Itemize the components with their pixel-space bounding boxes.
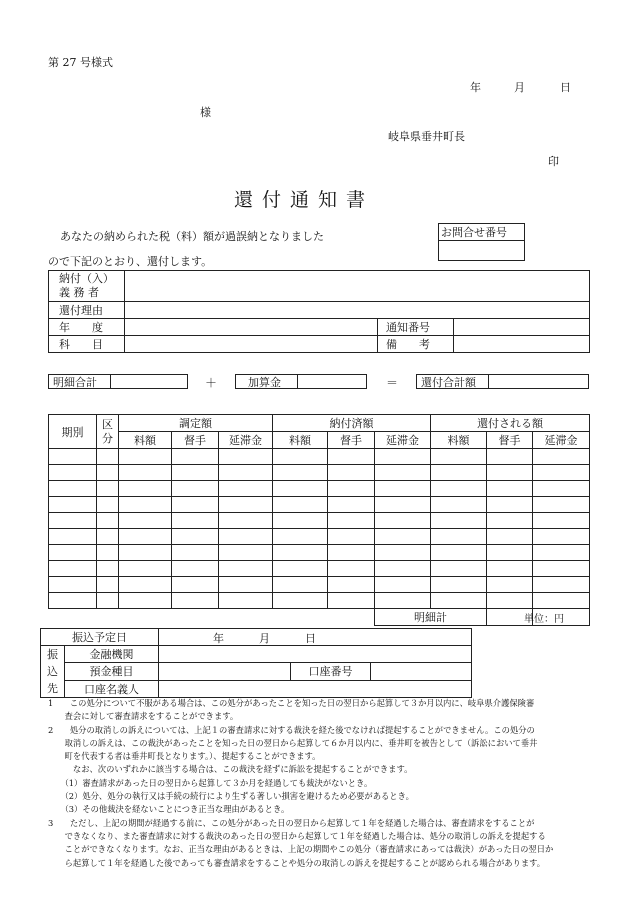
obligor-label bbox=[49, 271, 125, 302]
detail-cell[interactable] bbox=[97, 529, 119, 545]
detail-cell[interactable] bbox=[533, 577, 590, 593]
detail-cell[interactable] bbox=[273, 513, 328, 529]
kubun-header-line2: 分 bbox=[102, 431, 113, 445]
date-day: 日 bbox=[560, 81, 571, 94]
detail-cell[interactable] bbox=[533, 497, 590, 513]
detail-cell[interactable] bbox=[533, 545, 590, 561]
transfer-day: 日 bbox=[305, 632, 316, 645]
note-line: 町を代表する者は垂井町長となります。）、提起することができます。 bbox=[48, 751, 321, 762]
detail-cell[interactable] bbox=[375, 593, 431, 609]
detail-cell[interactable] bbox=[97, 593, 119, 609]
seal-mark: 印 bbox=[548, 155, 559, 168]
paid-dunning-header: 督手 bbox=[328, 432, 375, 449]
detail-cell[interactable] bbox=[487, 545, 533, 561]
info-table bbox=[48, 270, 590, 353]
transfer-side-2: 込 bbox=[47, 665, 58, 678]
deposit-type-value[interactable] bbox=[159, 663, 291, 680]
detail-cell[interactable] bbox=[219, 465, 273, 481]
unit-label: 単位：円 bbox=[524, 614, 564, 625]
detail-cell[interactable] bbox=[119, 465, 172, 481]
detail-cell[interactable] bbox=[119, 497, 172, 513]
detail-cell[interactable] bbox=[219, 545, 273, 561]
detail-cell[interactable] bbox=[431, 481, 487, 497]
assessed-fee-header: 料額 bbox=[119, 432, 172, 449]
paid-fee-header: 料額 bbox=[273, 432, 328, 449]
note-line: 3 ただし、上記の期間が経過する前に、この処分があった日の翌日から起算して１年を経過した場合は、審査請求をすることが bbox=[48, 817, 535, 828]
kubun-header bbox=[97, 415, 119, 449]
item-label: 科 目 bbox=[49, 336, 125, 353]
transfer-side-1: 振 bbox=[47, 648, 58, 661]
account-holder-label: 口座名義人 bbox=[65, 680, 159, 697]
table-row bbox=[49, 577, 590, 593]
refund-fee-header: 料額 bbox=[431, 432, 487, 449]
detail-cell[interactable] bbox=[328, 577, 375, 593]
notice-number-label: 通知番号 bbox=[378, 319, 454, 336]
table-row bbox=[49, 449, 590, 465]
detail-cell[interactable] bbox=[375, 577, 431, 593]
detail-cell[interactable] bbox=[273, 577, 328, 593]
table-row bbox=[49, 561, 590, 577]
detail-cell[interactable] bbox=[119, 529, 172, 545]
detail-cell[interactable] bbox=[219, 513, 273, 529]
detail-cell[interactable] bbox=[97, 561, 119, 577]
detail-cell[interactable] bbox=[49, 577, 97, 593]
detail-cell[interactable] bbox=[97, 465, 119, 481]
reason-value[interactable] bbox=[125, 302, 590, 319]
detail-cell[interactable] bbox=[273, 561, 328, 577]
detail-cell[interactable] bbox=[97, 577, 119, 593]
detail-cell[interactable] bbox=[487, 561, 533, 577]
detail-cell[interactable] bbox=[533, 481, 590, 497]
note-line: できなくなり、また審査請求に対する裁決のあった日の翌日から起算して１年を経過した場合は、処分の取消しの訴えを提起する bbox=[48, 830, 546, 841]
obligor-value[interactable] bbox=[125, 271, 590, 302]
detail-cell[interactable] bbox=[49, 481, 97, 497]
note-line: 2 処分の取消しの訴えについては、上記１の審査請求に対する裁決を経た後でなければ提起することができません。この処分の bbox=[48, 724, 535, 735]
detail-cell[interactable] bbox=[533, 593, 590, 609]
detail-cell[interactable] bbox=[119, 561, 172, 577]
note-line: （1）審査請求があった日の翌日から起算して３か月を経過しても裁決がないとき。 bbox=[48, 777, 373, 788]
assessed-dunning-header: 督手 bbox=[172, 432, 219, 449]
detail-cell[interactable] bbox=[172, 593, 219, 609]
inquiry-box bbox=[438, 223, 525, 261]
detail-cell[interactable] bbox=[431, 529, 487, 545]
note-line: ら起算して１年を経過した後であっても審査請求をすることや処分の取消しの訴えを提起することが認められる場合があります。 bbox=[48, 857, 546, 868]
surcharge-box bbox=[235, 374, 367, 389]
note-line: 1 この処分について不服がある場合は、この処分があったことを知った日の翌日から起算して３か月以内に、岐阜県介護保険審 bbox=[48, 698, 535, 708]
detail-cell[interactable] bbox=[375, 497, 431, 513]
detail-cell[interactable] bbox=[328, 561, 375, 577]
scheduled-date-value[interactable] bbox=[159, 629, 472, 646]
intro-line-1: あなたの納められた税（料）額が過誤納となりました bbox=[60, 230, 324, 243]
detail-cell[interactable] bbox=[375, 481, 431, 497]
detail-cell[interactable] bbox=[375, 561, 431, 577]
detail-cell[interactable] bbox=[328, 465, 375, 481]
legal-notes bbox=[48, 697, 593, 870]
detail-cell[interactable] bbox=[49, 529, 97, 545]
detail-cell[interactable] bbox=[97, 449, 119, 465]
detail-cell[interactable] bbox=[219, 481, 273, 497]
obligor-label-line1: 納付（入） bbox=[59, 272, 114, 285]
detail-cell[interactable] bbox=[273, 529, 328, 545]
addressee-suffix: 様 bbox=[200, 106, 211, 119]
note-line: （3）その他裁決を経ないことにつき正当な理由があるとき。 bbox=[48, 804, 290, 815]
detail-cell[interactable] bbox=[431, 513, 487, 529]
inquiry-label: お問合せ番号 bbox=[439, 224, 525, 241]
detail-cell[interactable] bbox=[49, 545, 97, 561]
detail-cell[interactable] bbox=[219, 577, 273, 593]
detail-cell[interactable] bbox=[431, 449, 487, 465]
detail-cell[interactable] bbox=[119, 513, 172, 529]
assessed-latefee-header: 延滞金 bbox=[219, 432, 273, 449]
kubun-header-line1: 区 bbox=[102, 417, 113, 431]
transfer-month: 月 bbox=[259, 632, 270, 645]
detail-cell[interactable] bbox=[172, 529, 219, 545]
detail-cell[interactable] bbox=[431, 577, 487, 593]
deposit-type-label: 預金種目 bbox=[65, 663, 159, 680]
detail-cell[interactable] bbox=[172, 481, 219, 497]
detail-cell[interactable] bbox=[487, 513, 533, 529]
detail-cell[interactable] bbox=[219, 529, 273, 545]
detail-cell[interactable] bbox=[119, 577, 172, 593]
form-number: 第 27 号様式 bbox=[48, 56, 113, 69]
detail-cell[interactable] bbox=[49, 561, 97, 577]
remarks-label: 備 考 bbox=[378, 336, 454, 353]
year-value[interactable] bbox=[125, 319, 378, 336]
detail-cell[interactable] bbox=[533, 529, 590, 545]
detail-cell[interactable] bbox=[219, 449, 273, 465]
detail-cell[interactable] bbox=[328, 449, 375, 465]
table-row bbox=[49, 481, 590, 497]
transfer-side-3: 先 bbox=[47, 682, 58, 695]
detail-cell[interactable] bbox=[172, 577, 219, 593]
bank-value[interactable] bbox=[159, 646, 472, 663]
year-label: 年 度 bbox=[49, 319, 125, 336]
detail-cell[interactable] bbox=[375, 465, 431, 481]
detail-cell[interactable] bbox=[119, 449, 172, 465]
detail-table bbox=[48, 414, 590, 626]
detail-cell[interactable] bbox=[49, 513, 97, 529]
table-row bbox=[49, 529, 590, 545]
detail-sum-spacer bbox=[49, 609, 375, 626]
detail-cell[interactable] bbox=[487, 497, 533, 513]
detail-cell[interactable] bbox=[172, 545, 219, 561]
detail-cell[interactable] bbox=[49, 449, 97, 465]
remarks-value[interactable] bbox=[454, 336, 590, 353]
detail-cell[interactable] bbox=[375, 513, 431, 529]
detail-cell[interactable] bbox=[49, 497, 97, 513]
detail-cell[interactable] bbox=[375, 545, 431, 561]
table-row bbox=[49, 513, 590, 529]
detail-cell[interactable] bbox=[487, 465, 533, 481]
detail-cell[interactable] bbox=[328, 529, 375, 545]
detail-cell[interactable] bbox=[328, 481, 375, 497]
detail-cell[interactable] bbox=[533, 513, 590, 529]
detail-body bbox=[49, 449, 590, 609]
detail-cell[interactable] bbox=[172, 449, 219, 465]
detail-cell[interactable] bbox=[172, 497, 219, 513]
detail-cell[interactable] bbox=[533, 449, 590, 465]
detail-cell[interactable] bbox=[533, 465, 590, 481]
surcharge-label: 加算金 bbox=[236, 375, 298, 388]
detail-cell[interactable] bbox=[431, 465, 487, 481]
note-line: ことができなくなります。なお、正当な理由があるときは、上記の期間やこの処分（審査請求にあっては裁決）があった日の翌日か bbox=[48, 844, 554, 855]
detail-cell[interactable] bbox=[487, 481, 533, 497]
scheduled-date-label: 振込予定日 bbox=[41, 629, 159, 646]
detail-cell[interactable] bbox=[219, 561, 273, 577]
account-number-value[interactable] bbox=[371, 663, 472, 680]
detail-cell[interactable] bbox=[273, 465, 328, 481]
date-month: 月 bbox=[514, 81, 525, 94]
detail-cell[interactable] bbox=[487, 593, 533, 609]
issuer-name: 岐阜県垂井町長 bbox=[388, 130, 465, 143]
note-line: （2）処分、処分の執行又は手続の続行により生ずる著しい損害を避けるため必要があるとき。 bbox=[48, 791, 414, 802]
detail-cell[interactable] bbox=[273, 449, 328, 465]
intro-line-2: ので下記のとおり、還付します。 bbox=[48, 255, 213, 268]
detail-cell[interactable] bbox=[431, 593, 487, 609]
detail-cell[interactable] bbox=[219, 497, 273, 513]
account-holder-value[interactable] bbox=[159, 680, 472, 697]
detail-cell[interactable] bbox=[487, 449, 533, 465]
detail-cell[interactable] bbox=[119, 481, 172, 497]
notice-number-value[interactable] bbox=[454, 319, 590, 336]
detail-cell[interactable] bbox=[328, 513, 375, 529]
assessed-header: 調定額 bbox=[119, 415, 273, 432]
table-row bbox=[49, 497, 590, 513]
obligor-label-line2: 義 務 者 bbox=[59, 286, 99, 299]
detail-cell[interactable] bbox=[119, 545, 172, 561]
detail-sum-label: 明細計 bbox=[375, 609, 487, 626]
detail-cell[interactable] bbox=[97, 481, 119, 497]
date-year: 年 bbox=[470, 81, 481, 94]
paid-header: 納付済額 bbox=[273, 415, 431, 432]
plus-sign: ＋ bbox=[205, 376, 218, 390]
detail-total-label: 明細合計 bbox=[49, 375, 111, 388]
account-number-label: 口座番号 bbox=[291, 663, 371, 680]
refund-dunning-header: 督手 bbox=[487, 432, 533, 449]
bank-label: 金融機関 bbox=[65, 646, 159, 663]
note-line: 取消しの訴えは、この裁決があったことを知った日の翌日から起算して６か月以内に、垂井町を被告として（訴訟において垂井 bbox=[48, 737, 538, 748]
page-title: 還付通知書 bbox=[234, 189, 375, 211]
detail-cell[interactable] bbox=[375, 529, 431, 545]
detail-cell[interactable] bbox=[172, 513, 219, 529]
equals-sign: ＝ bbox=[386, 376, 399, 390]
detail-cell[interactable] bbox=[273, 593, 328, 609]
refund-total-box bbox=[416, 374, 589, 389]
detail-cell[interactable] bbox=[533, 561, 590, 577]
detail-cell[interactable] bbox=[49, 593, 97, 609]
detail-cell[interactable] bbox=[97, 545, 119, 561]
transfer-side-label bbox=[41, 646, 65, 698]
note-line: なお、次のいずれかに該当する場合は、この裁決を経ずに訴訟を提起することができます。 bbox=[48, 764, 413, 775]
table-row bbox=[49, 545, 590, 561]
detail-cell[interactable] bbox=[119, 593, 172, 609]
detail-cell[interactable] bbox=[431, 545, 487, 561]
detail-cell[interactable] bbox=[219, 593, 273, 609]
detail-cell[interactable] bbox=[431, 561, 487, 577]
detail-cell[interactable] bbox=[487, 529, 533, 545]
transfer-table bbox=[40, 628, 472, 698]
detail-cell[interactable] bbox=[97, 497, 119, 513]
detail-total-box bbox=[48, 374, 188, 389]
table-row bbox=[49, 465, 590, 481]
detail-cell[interactable] bbox=[328, 593, 375, 609]
transfer-year: 年 bbox=[213, 632, 224, 645]
item-value[interactable] bbox=[125, 336, 378, 353]
detail-cell[interactable] bbox=[97, 513, 119, 529]
detail-cell[interactable] bbox=[328, 497, 375, 513]
detail-cell[interactable] bbox=[328, 545, 375, 561]
detail-cell[interactable] bbox=[273, 497, 328, 513]
detail-cell[interactable] bbox=[172, 465, 219, 481]
detail-cell[interactable] bbox=[487, 577, 533, 593]
inquiry-value[interactable] bbox=[439, 241, 525, 261]
detail-cell[interactable] bbox=[273, 545, 328, 561]
refund-header: 還付される額 bbox=[431, 415, 590, 432]
detail-cell[interactable] bbox=[273, 481, 328, 497]
note-line: 査会に対して審査請求をすることができます。 bbox=[48, 711, 239, 722]
table-row bbox=[49, 593, 590, 609]
detail-cell[interactable] bbox=[375, 449, 431, 465]
refund-total-label: 還付合計額 bbox=[417, 375, 489, 388]
reason-label: 還付理由 bbox=[49, 302, 125, 319]
period-header: 期別 bbox=[49, 415, 97, 449]
paid-latefee-header: 延滞金 bbox=[375, 432, 431, 449]
refund-latefee-header: 延滞金 bbox=[533, 432, 590, 449]
detail-cell[interactable] bbox=[172, 561, 219, 577]
detail-cell[interactable] bbox=[49, 465, 97, 481]
detail-cell[interactable] bbox=[431, 497, 487, 513]
